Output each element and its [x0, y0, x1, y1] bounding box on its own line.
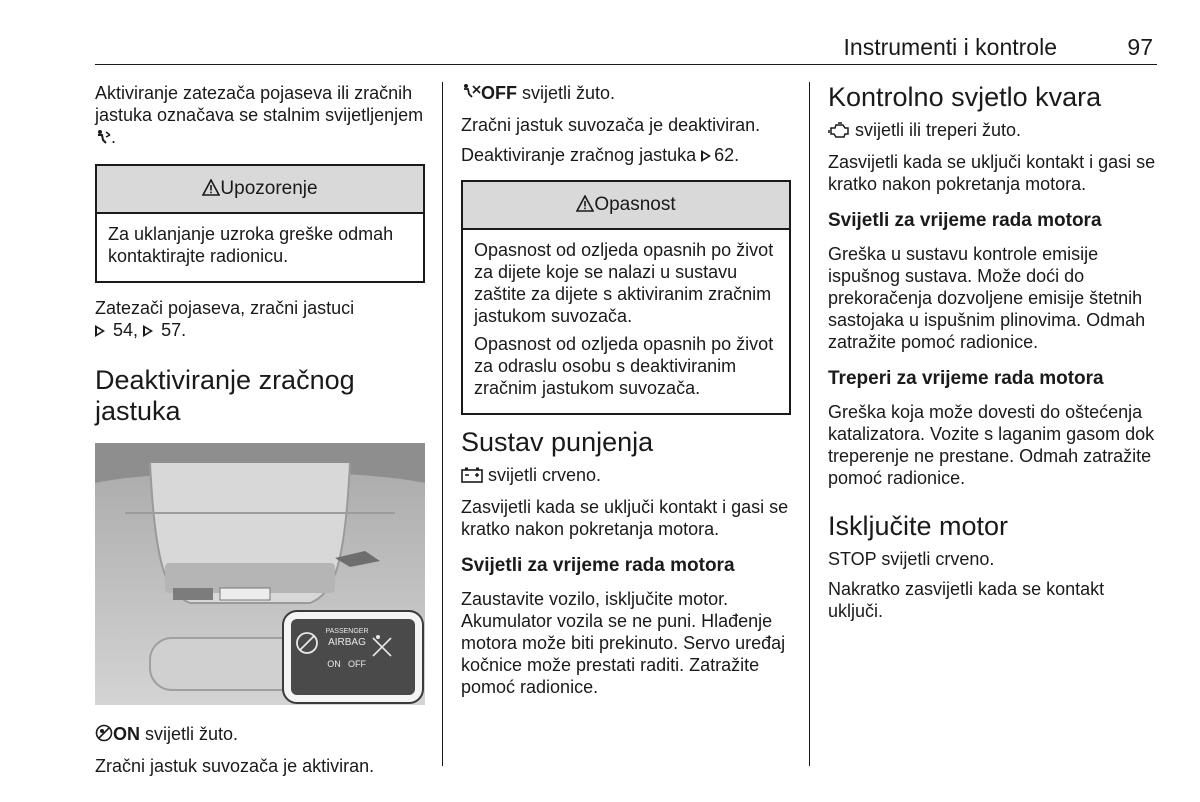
- section-heading: Sustav punjenja: [461, 427, 654, 457]
- body-paragraph: Greška koja može dovesti do oštećenja katalizatora. Vozite s laganim gasom dok treperenje ne prestane. Odmah zatražite pomoć radionice.: [828, 402, 1155, 488]
- section-title: Instrumenti i kontrole: [843, 34, 1057, 60]
- warning-text: Za uklanjanje uzroka greške odmah kontaktirajte radionicu.: [108, 224, 394, 266]
- cross-reference-icon: [143, 325, 153, 337]
- deactivation-reference: Deaktiviranje zračnog jastuka 62.: [461, 145, 740, 165]
- battery-icon: [461, 466, 483, 488]
- subheading: Treperi za vrijeme rada motora: [828, 368, 1104, 389]
- column-2: [461, 82, 791, 706]
- subheading: Svijetli za vrijeme rada motora: [828, 210, 1102, 231]
- cross-reference-icon: [701, 150, 711, 162]
- off-description: Zračni jastuk suvozača je deaktiviran.: [461, 115, 761, 135]
- warning-header: [97, 166, 423, 214]
- on-description: Zračni jastuk suvozača je aktiviran.: [95, 756, 375, 776]
- intro-paragraph: Aktiviranje zatezača pojaseva ili zračnih jastuka označava se stalnim svijetljenjem .: [95, 82, 425, 150]
- svg-text:AIRBAG: AIRBAG: [328, 637, 366, 648]
- danger-title: Opasnost: [594, 194, 676, 215]
- warning-triangle-icon: [202, 168, 220, 214]
- column-3: [828, 82, 1158, 630]
- body-paragraph: Greška u sustavu kontrole emisije ispušnog sustava. Može doći do prekoračenja dozvoljene emisije štetnih sastojaka u ispušnim plinovima. Odmah zatražite pomoć radionice.: [828, 244, 1146, 352]
- airbag-switch-photo: [95, 443, 425, 705]
- column-divider: [442, 82, 443, 766]
- danger-paragraph: Opasnost od ozljeda opasnih po život za dijete koje se nalazi u sustavu zaštite za dijete s aktiviranim zračnim jastukom suvozača.: [474, 240, 774, 326]
- off-indicator-line: OFF svijetli žuto.: [461, 82, 791, 106]
- on-label: ON: [113, 724, 140, 744]
- column-divider: [809, 82, 810, 766]
- reference-link[interactable]: 54,: [113, 320, 139, 340]
- reference-link[interactable]: 57.: [161, 320, 187, 340]
- airbag-on-icon: [95, 724, 113, 747]
- warning-title: Upozorenje: [220, 178, 318, 199]
- cross-reference-icon: [95, 325, 105, 337]
- warning-triangle-icon: [576, 184, 594, 230]
- page-number: 97: [1127, 34, 1153, 60]
- references-paragraph: Zatezači pojaseva, zračni jastuci 54, 57.: [95, 298, 355, 340]
- airbag-off-icon: [461, 83, 481, 106]
- warning-box: [95, 164, 425, 283]
- reference-link[interactable]: 62.: [714, 145, 740, 165]
- svg-text:ON: ON: [327, 659, 341, 669]
- body-paragraph: Zasvijetli kada se uključi kontakt i gasi se kratko nakon pokretanja motora.: [828, 152, 1156, 194]
- danger-header: [463, 182, 789, 230]
- airbag-warning-icon: [95, 128, 111, 150]
- battery-indicator-line: svijetli crveno.: [461, 464, 791, 488]
- section-heading: Deaktiviranje zračnog jastuka: [95, 365, 355, 426]
- body-paragraph: STOP svijetli crveno.: [828, 549, 995, 569]
- body-paragraph: Zasvijetli kada se uključi kontakt i gasi se kratko nakon pokretanja motora.: [461, 497, 789, 539]
- body-paragraph: Zaustavite vozilo, isključite motor. Akumulator vozila se ne puni. Hlađenje motora može biti prekinuto. Servo uređaj kočnice može prestati raditi. Zatražite pomoć radionice.: [461, 589, 786, 697]
- section-heading: Kontrolno svjetlo kvara: [828, 82, 1102, 112]
- body-paragraph: Nakratko zasvijetli kada se kontakt uključi.: [828, 579, 1105, 621]
- section-heading: Isključite motor: [828, 511, 1009, 541]
- danger-paragraph: Opasnost od ozljeda opasnih po život za odraslu osobu s deaktiviranim zračnim jastukom suvozača.: [474, 334, 774, 398]
- subheading: Svijetli za vrijeme rada motora: [461, 555, 735, 576]
- column-1: [95, 82, 425, 785]
- page-header: [95, 34, 1157, 65]
- engine-icon: [828, 121, 850, 143]
- engine-indicator-line: svijetli ili treperi žuto.: [828, 119, 1158, 143]
- off-label: OFF: [481, 83, 517, 103]
- svg-text:PASSENGER: PASSENGER: [325, 628, 369, 635]
- svg-text:OFF: OFF: [348, 659, 366, 669]
- danger-box: [461, 180, 791, 415]
- on-indicator-line: ON svijetli žuto.: [95, 723, 425, 747]
